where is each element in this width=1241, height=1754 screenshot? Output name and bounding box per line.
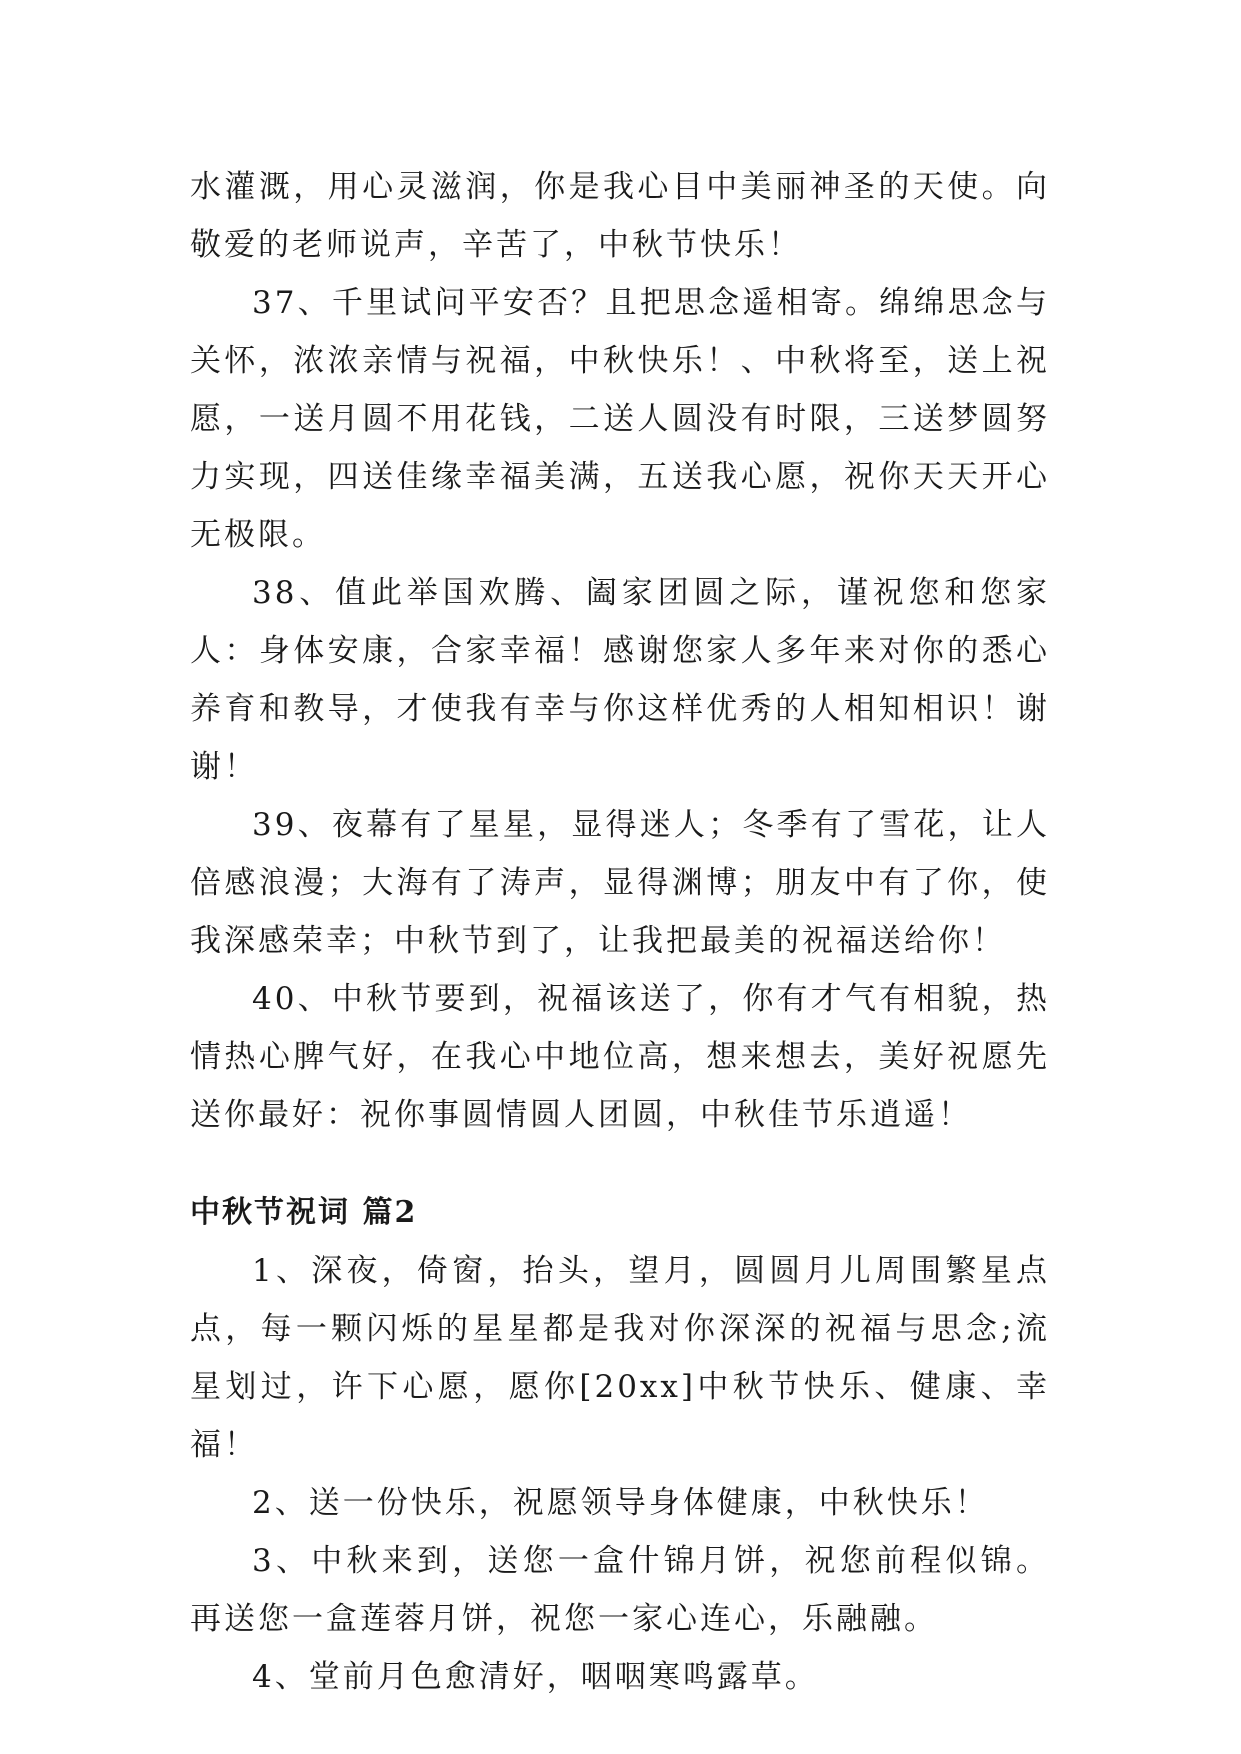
- paragraph: 4、堂前月色愈清好，咽咽寒鸣露草。: [252, 1659, 819, 1695]
- paragraph: 39、夜幕有了星星，显得迷人；冬季有了雪花，让人倍感浪漫；大海有了涛声，显得渊博；朋友中有了你，使我深感荣幸；中秋节到了，让我把最美的祝福送给你！: [190, 807, 1050, 959]
- section-title: 中秋节祝词 篇2: [190, 1195, 418, 1230]
- paragraph: 37、千里试问平安否？且把思念遥相寄。绵绵思念与关怀，浓浓亲情与祝福，中秋快乐！、中秋将至，送上祝愿，一送月圆不用花钱，二送人圆没有时限，三送梦圆努力实现，四送佳缘幸福美满，五送我心愿，祝你天天开心无极限。: [190, 285, 1050, 553]
- paragraph: 38、值此举国欢腾、阖家团圆之际，谨祝您和您家人：身体安康，合家幸福！感谢您家人多年来对你的悉心养育和教导，才使我有幸与你这样优秀的人相知相识！谢谢！: [190, 575, 1050, 785]
- paragraph: 1、深夜，倚窗，抬头，望月，圆圆月儿周围繁星点点，每一颗闪烁的星星都是我对你深深的祝福与思念;流星划过，许下心愿，愿你[20xx]中秋节快乐、健康、幸福！: [190, 1253, 1050, 1463]
- paragraph: 40、中秋节要到，祝福该送了，你有才气有相貌，热情热心脾气好，在我心中地位高，想来想去，美好祝愿先送你最好：祝你事圆情圆人团圆，中秋佳节乐逍遥！: [190, 981, 1050, 1133]
- paragraph: 3、中秋来到，送您一盒什锦月饼，祝您前程似锦。再送您一盒莲蓉月饼，祝您一家心连心，乐融融。: [190, 1543, 1050, 1637]
- document-body: [190, 158, 1050, 1706]
- paragraph: 水灌溉，用心灵滋润，你是我心目中美丽神圣的天使。向敬爱的老师说声，辛苦了，中秋节快乐！: [190, 169, 1050, 263]
- paragraph: 2、送一份快乐，祝愿领导身体健康，中秋快乐！: [252, 1485, 989, 1521]
